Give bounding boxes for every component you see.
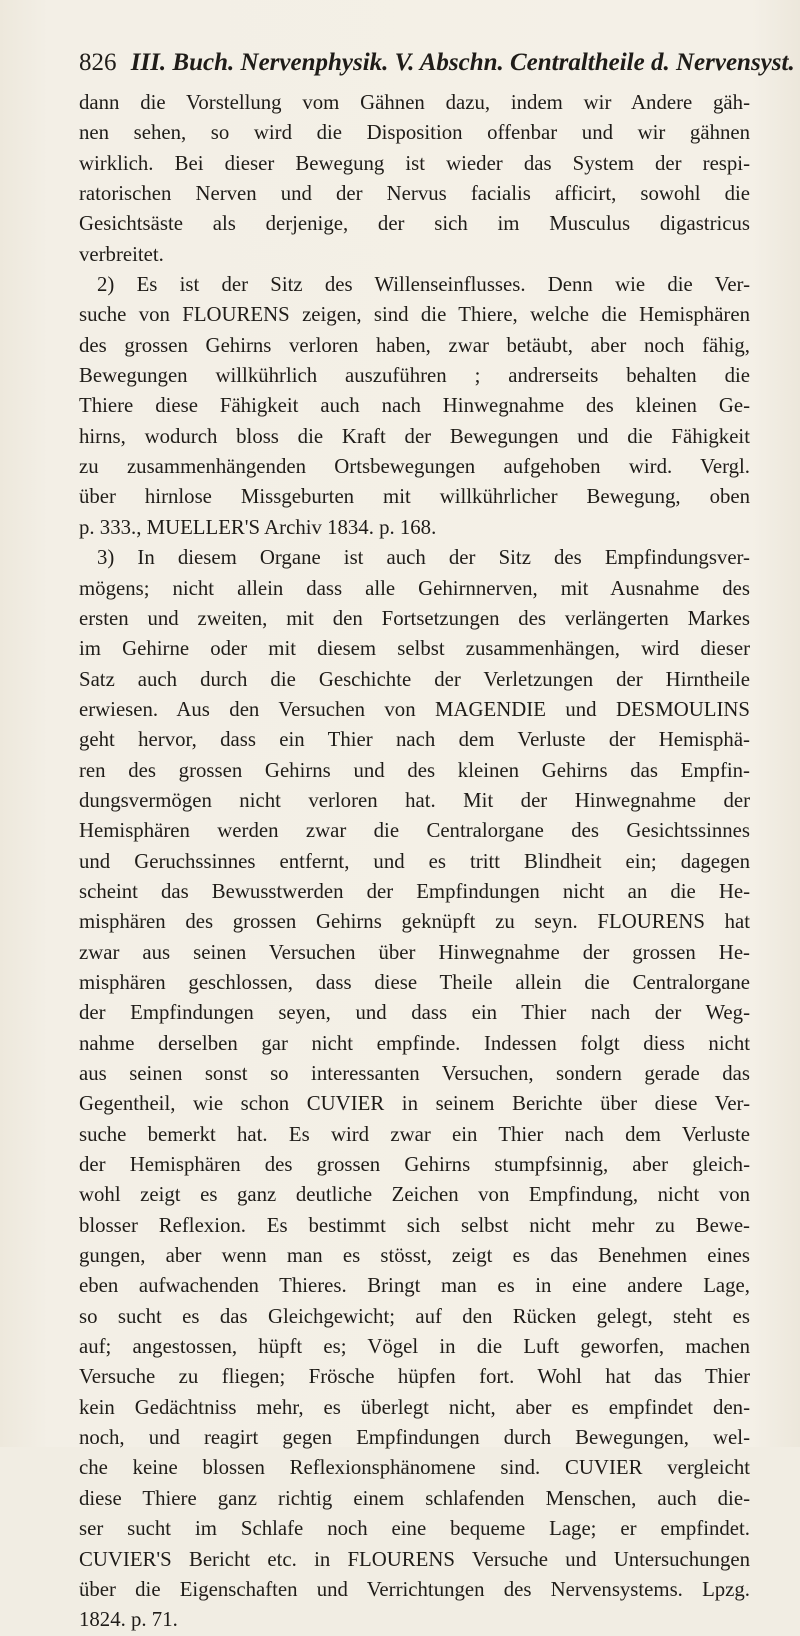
text-line: scheint das Bewusstwerden der Empfindungen nicht an die He- xyxy=(79,879,750,903)
text-line: dann die Vorstellung vom Gähnen dazu, indem wir Andere gäh- xyxy=(79,91,750,114)
running-title: III. Buch. Nervenphysik. V. Abschn. Centraltheile d. Nervensyst. xyxy=(130,49,795,76)
text-line: Gesichtsäste als derjenige, der sich im Musculus digastricus xyxy=(79,212,750,236)
text-line: mögens; nicht allein dass alle Gehirnnerven, mit Ausnahme des xyxy=(79,576,750,600)
text-line: wirklich. Bei dieser Bewegung ist wieder das System der respi- xyxy=(79,151,750,175)
text-line: erwiesen. Aus den Versuchen von MAGENDIE und DESMOULINS xyxy=(79,697,750,721)
text-line: zu zusammenhängenden Ortsbewegungen aufgehoben wird. Vergl. xyxy=(79,455,750,479)
text-line: Versuche zu fliegen; Frösche hüpfen fort. Wohl hat das Thier xyxy=(79,1365,750,1389)
text-line: 1824. p. 71. xyxy=(79,1608,178,1632)
page-header xyxy=(79,45,795,81)
text-line: CUVIER'S Bericht etc. in FLOURENS Versuche und Untersuchungen xyxy=(79,1547,750,1571)
text-line: verbreitet. xyxy=(79,242,164,266)
text-line: che keine blossen Reflexionsphänomene sind. CUVIER vergleicht xyxy=(79,1456,750,1480)
text-line: ersten und zweiten, mit den Fortsetzungen des verlängerten Markes xyxy=(79,606,750,630)
text-line: noch, und reagirt gegen Empfindungen durch Bewegungen, wel- xyxy=(79,1426,750,1450)
text-line: suche von FLOURENS zeigen, sind die Thiere, welche die Hemisphären xyxy=(79,303,750,327)
text-line: der Empfindungen seyen, und dass ein Thier nach der Weg- xyxy=(79,1001,750,1025)
text-line: im Gehirne oder mit diesem selbst zusammenhängen, wird dieser xyxy=(79,637,750,661)
text-line: 3) In diesem Organe ist auch der Sitz des Empfindungsver- xyxy=(97,546,750,570)
text-line: und Geruchssinnes entfernt, und es tritt Blindheit ein; dagegen xyxy=(79,849,750,873)
text-line: p. 333., MUELLER'S Archiv 1834. p. 168. xyxy=(79,515,437,539)
text-line: Gegentheil, wie schon CUVIER in seinem Berichte über diese Ver- xyxy=(79,1092,750,1116)
text-line: der Hemisphären des grossen Gehirns stumpfsinnig, aber gleich- xyxy=(79,1153,750,1177)
text-line: Bewegungen willkührlich auszuführen ; andrerseits behalten die xyxy=(79,364,750,388)
page-number: 826 xyxy=(79,49,117,76)
text-line: ser sucht im Schlafe noch eine bequeme Lage; er empfindet. xyxy=(79,1517,750,1541)
text-line: ratorischen Nerven und der Nervus facialis afficirt, sowohl die xyxy=(79,182,750,206)
text-line: eben aufwachenden Thieres. Bringt man es in eine andere Lage, xyxy=(79,1274,750,1298)
text-line: auf; angestossen, hüpft es; Vögel in die Luft geworfen, machen xyxy=(79,1335,750,1359)
text-line: Hemisphären werden zwar die Centralorgane des Gesichtssinnes xyxy=(79,819,750,843)
text-line: kein Gedächtniss mehr, es überlegt nicht, aber es empfindet den- xyxy=(79,1395,750,1419)
body-text xyxy=(79,88,750,1636)
text-line: geht hervor, dass ein Thier nach dem Verluste der Hemisphä- xyxy=(79,728,750,752)
text-line: so sucht es das Gleichgewicht; auf den Rücken gelegt, steht es xyxy=(79,1304,750,1328)
text-line: 2) Es ist der Sitz des Willenseinflusses. Denn wie die Ver- xyxy=(97,273,750,297)
text-line: blosser Reflexion. Es bestimmt sich selbst nicht mehr zu Bewe- xyxy=(79,1213,750,1237)
text-line: misphären geschlossen, dass diese Theile allein die Centralorgane xyxy=(79,970,750,994)
text-line: über hirnlose Missgeburten mit willkührlicher Bewegung, oben xyxy=(79,485,750,509)
text-line: hirns, wodurch bloss die Kraft der Bewegungen und die Fähigkeit xyxy=(79,424,750,448)
text-line: nahme derselben gar nicht empfinde. Indessen folgt diess nicht xyxy=(79,1031,750,1055)
text-line: des grossen Gehirns verloren haben, zwar betäubt, aber noch fähig, xyxy=(79,333,750,357)
text-line: über die Eigenschaften und Verrichtungen des Nervensystems. Lpzg. xyxy=(79,1577,750,1601)
text-line: misphären des grossen Gehirns geknüpft zu seyn. FLOURENS hat xyxy=(79,910,750,934)
text-line: ren des grossen Gehirns und des kleinen Gehirns das Empfin- xyxy=(79,758,750,782)
text-line: suche bemerkt hat. Es wird zwar ein Thier nach dem Verluste xyxy=(79,1122,750,1146)
text-line: zwar aus seinen Versuchen über Hinwegnahme der grossen He- xyxy=(79,940,750,964)
text-line: nen sehen, so wird die Disposition offenbar und wir gähnen xyxy=(79,121,750,145)
text-line: diese Thiere ganz richtig einem schlafenden Menschen, auch die- xyxy=(79,1486,750,1510)
text-line: dungsvermögen nicht verloren hat. Mit der Hinwegnahme der xyxy=(79,788,750,812)
text-line: gungen, aber wenn man es stösst, zeigt es das Benehmen eines xyxy=(79,1244,750,1268)
text-line: Thiere diese Fähigkeit auch nach Hinwegnahme des kleinen Ge- xyxy=(79,394,750,418)
text-line: wohl zeigt es ganz deutliche Zeichen von Empfindung, nicht von xyxy=(79,1183,750,1207)
text-line: Satz auch durch die Geschichte der Verletzungen der Hirntheile xyxy=(79,667,750,691)
text-line: aus seinen sonst so interessanten Versuchen, sondern gerade das xyxy=(79,1062,750,1085)
